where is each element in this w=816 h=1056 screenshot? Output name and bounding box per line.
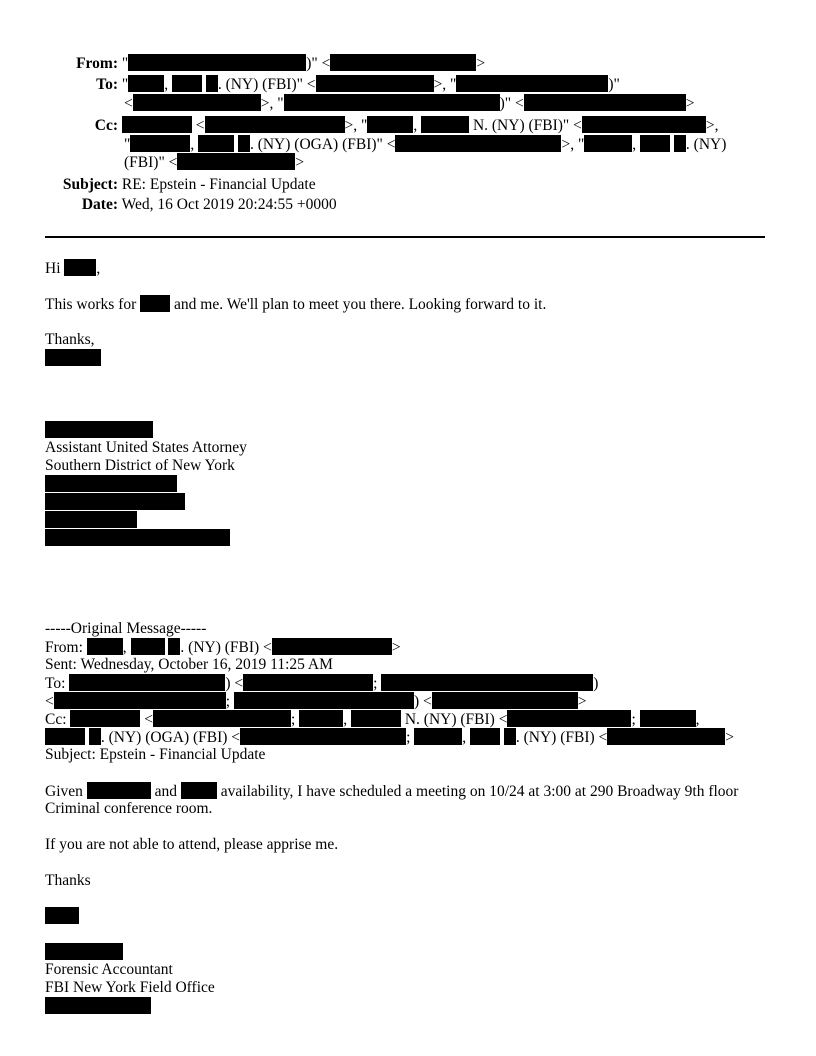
redaction bbox=[381, 674, 593, 691]
cc-line-1: Cc: < >, " , N. (NY) (FBI)" < >, bbox=[62, 116, 719, 135]
body-line: This works for and me. We'll plan to meet you there. Looking forward to it. bbox=[45, 296, 547, 313]
greeting: Hi , bbox=[45, 260, 101, 277]
original-from: From: , . (NY) (FBI) < > bbox=[45, 639, 401, 656]
redaction bbox=[198, 135, 234, 152]
redaction bbox=[640, 710, 696, 727]
redaction bbox=[128, 54, 306, 71]
redaction bbox=[272, 638, 392, 655]
redaction bbox=[69, 674, 225, 691]
redaction bbox=[640, 135, 670, 152]
redaction bbox=[414, 728, 462, 745]
signature-title: Assistant United States Attorney bbox=[45, 439, 247, 456]
date-line bbox=[62, 196, 337, 214]
original-to-2: < ; ) < > bbox=[45, 693, 587, 710]
subject-text: RE: Epstein - Financial Update bbox=[121, 176, 316, 193]
from-line: From: " )" < > bbox=[62, 54, 485, 73]
cc-label: Cc: bbox=[94, 117, 118, 134]
redaction bbox=[607, 728, 725, 745]
redaction bbox=[330, 54, 476, 71]
redaction bbox=[87, 638, 123, 655]
redaction bbox=[133, 94, 261, 111]
redaction bbox=[45, 907, 79, 924]
redaction bbox=[45, 493, 185, 510]
redaction bbox=[524, 94, 686, 111]
original-to-1: To: ) < ; ) bbox=[45, 675, 599, 692]
redaction bbox=[45, 943, 123, 960]
redaction bbox=[168, 638, 180, 655]
redaction bbox=[153, 710, 291, 727]
date-text: Wed, 16 Oct 2019 20:24:55 +0000 bbox=[121, 196, 337, 213]
original-subject: Subject: Epstein - Financial Update bbox=[45, 746, 266, 763]
redaction bbox=[70, 710, 140, 727]
redaction bbox=[45, 728, 85, 745]
redaction bbox=[234, 692, 414, 709]
redaction bbox=[54, 692, 226, 709]
cc-line-2: " , . (NY) (OGA) (FBI)" < >, " , . (NY) bbox=[124, 136, 727, 153]
redaction bbox=[351, 710, 401, 727]
redaction bbox=[45, 529, 230, 546]
redaction bbox=[45, 421, 153, 438]
redaction bbox=[432, 692, 578, 709]
redaction bbox=[64, 259, 96, 276]
to-line-1: To: " , . (NY) (FBI)" < >, " )" bbox=[62, 75, 620, 94]
original-thanks: Thanks bbox=[45, 872, 91, 889]
original-body-line-3: If you are not able to attend, please apprise me. bbox=[45, 836, 339, 853]
redaction bbox=[45, 511, 137, 528]
header-divider bbox=[45, 236, 765, 238]
original-body-line-1: Given and availability, I have scheduled a meeting on 10/24 at 3:00 at 290 Broadway 9th floor bbox=[45, 783, 739, 800]
redaction bbox=[87, 782, 151, 799]
date-label: Date: bbox=[81, 196, 118, 213]
redaction bbox=[584, 135, 632, 152]
redaction bbox=[674, 135, 686, 152]
redaction bbox=[122, 116, 192, 133]
redaction bbox=[299, 710, 343, 727]
subject-label: Subject: bbox=[62, 176, 118, 193]
original-signature-office: FBI New York Field Office bbox=[45, 979, 215, 996]
to-line-2: < >, " )" < > bbox=[124, 95, 695, 112]
from-label: From: bbox=[76, 55, 118, 72]
redaction bbox=[172, 75, 202, 92]
redaction bbox=[504, 728, 516, 745]
cc-line-3: (FBI)" < > bbox=[124, 154, 305, 171]
redaction bbox=[240, 728, 406, 745]
redaction bbox=[206, 75, 218, 92]
redaction bbox=[45, 349, 101, 366]
redaction bbox=[45, 475, 177, 492]
original-sent: Sent: Wednesday, October 16, 2019 11:25 AM bbox=[45, 656, 333, 673]
redaction bbox=[131, 638, 165, 655]
thanks: Thanks, bbox=[45, 331, 95, 348]
redaction bbox=[470, 728, 500, 745]
redaction bbox=[367, 116, 413, 133]
redaction bbox=[456, 75, 608, 92]
redaction bbox=[181, 782, 217, 799]
redaction bbox=[130, 135, 190, 152]
redaction bbox=[243, 674, 373, 691]
redaction bbox=[316, 75, 434, 92]
signature-office: Southern District of New York bbox=[45, 457, 235, 474]
redaction bbox=[582, 116, 706, 133]
redaction bbox=[177, 153, 295, 170]
redaction bbox=[421, 116, 469, 133]
redaction bbox=[45, 997, 151, 1014]
redaction bbox=[284, 94, 500, 111]
original-body-line-2: Criminal conference room. bbox=[45, 800, 213, 817]
redaction bbox=[395, 135, 561, 152]
original-marker: -----Original Message----- bbox=[45, 620, 207, 637]
original-signature-title: Forensic Accountant bbox=[45, 961, 173, 978]
redaction bbox=[89, 728, 101, 745]
original-cc-1: Cc: < ; , N. (NY) (FBI) < ; , bbox=[45, 711, 700, 728]
redaction bbox=[140, 295, 170, 312]
redaction bbox=[205, 116, 345, 133]
redaction bbox=[128, 75, 164, 92]
subject-line bbox=[62, 176, 316, 194]
to-label: To: bbox=[96, 76, 118, 93]
original-cc-2: . (NY) (OGA) (FBI) < ; , . (NY) (FBI) < > bbox=[45, 728, 734, 747]
redaction bbox=[238, 135, 250, 152]
redaction bbox=[507, 710, 631, 727]
